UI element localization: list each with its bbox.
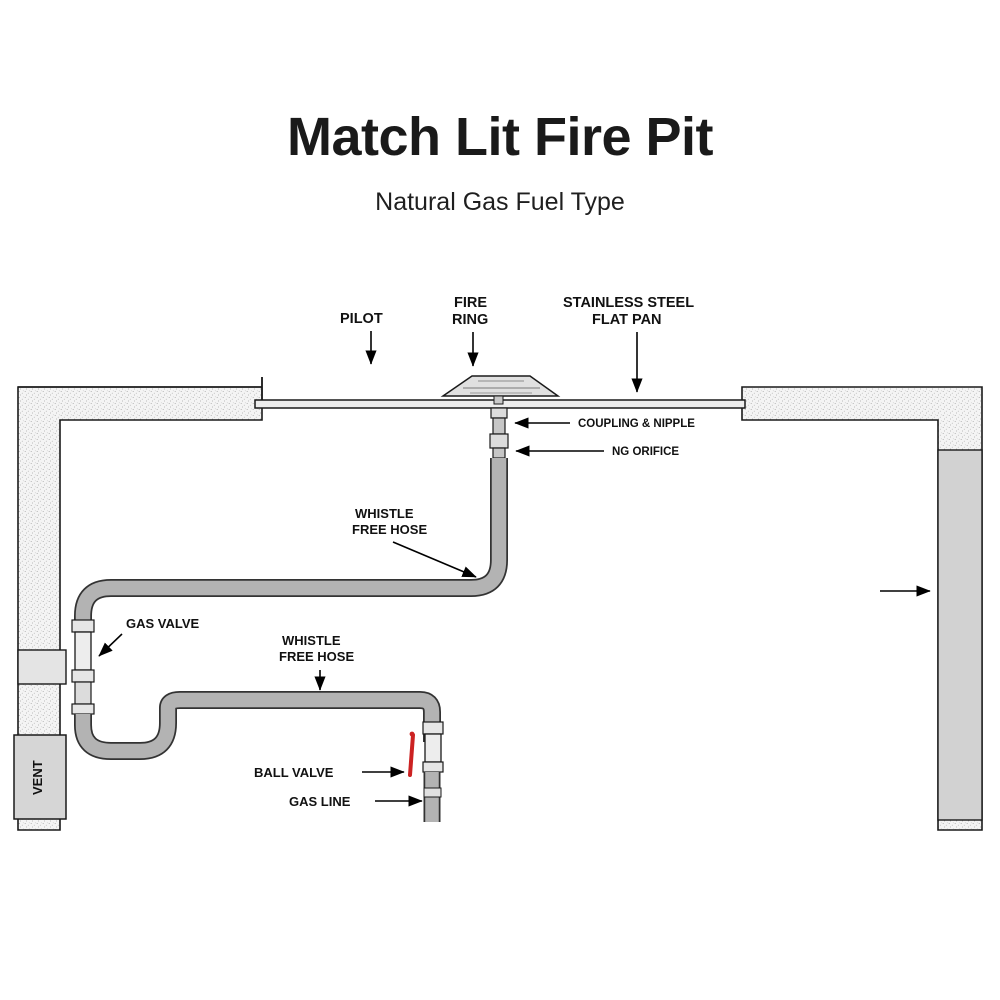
page-subtitle: Natural Gas Fuel Type	[375, 188, 625, 216]
label-hose-lower-line1: WHISTLE	[282, 633, 341, 648]
label-flat-pan-line2: FLAT PAN	[592, 312, 662, 328]
label-pilot: PILOT	[340, 311, 383, 327]
ng-orifice	[490, 434, 508, 458]
label-hose-upper-line2: FREE HOSE	[352, 522, 428, 537]
label-gas-valve: GAS VALVE	[126, 616, 200, 631]
label-coupling-nipple: COUPLING & NIPPLE	[578, 418, 695, 430]
whistle-free-hose-lower	[83, 700, 432, 751]
label-fire-ring-line2: RING	[452, 312, 489, 328]
label-gas-line: GAS LINE	[289, 794, 351, 809]
whistle-free-hose-upper	[83, 458, 499, 632]
page-title: Match Lit Fire Pit	[286, 107, 714, 167]
label-hose-lower-line2: FREE HOSE	[279, 649, 355, 664]
vent-block	[14, 735, 66, 819]
label-hose-upper-line1: WHISTLE	[355, 506, 414, 521]
label-ball-valve: BALL VALVE	[254, 765, 334, 780]
label-flat-pan-line1: STAINLESS STEEL	[563, 295, 695, 311]
leader-hose-upper	[393, 542, 476, 577]
gas-valve[interactable]	[72, 620, 94, 714]
masonry-left-gas-penetration	[18, 650, 66, 684]
label-ng-orifice: NG ORIFICE	[612, 446, 680, 458]
label-fire-ring-line1: FIRE	[454, 295, 488, 311]
ball-valve[interactable]	[410, 722, 443, 775]
fire-ring	[443, 376, 558, 396]
vent-label: VENT	[30, 760, 45, 795]
gas-line	[424, 772, 441, 822]
masonry-right-wall	[742, 387, 982, 830]
leader-gas-valve	[99, 634, 122, 656]
pilot-assembly	[494, 396, 503, 404]
coupling-and-nipple	[491, 408, 507, 434]
